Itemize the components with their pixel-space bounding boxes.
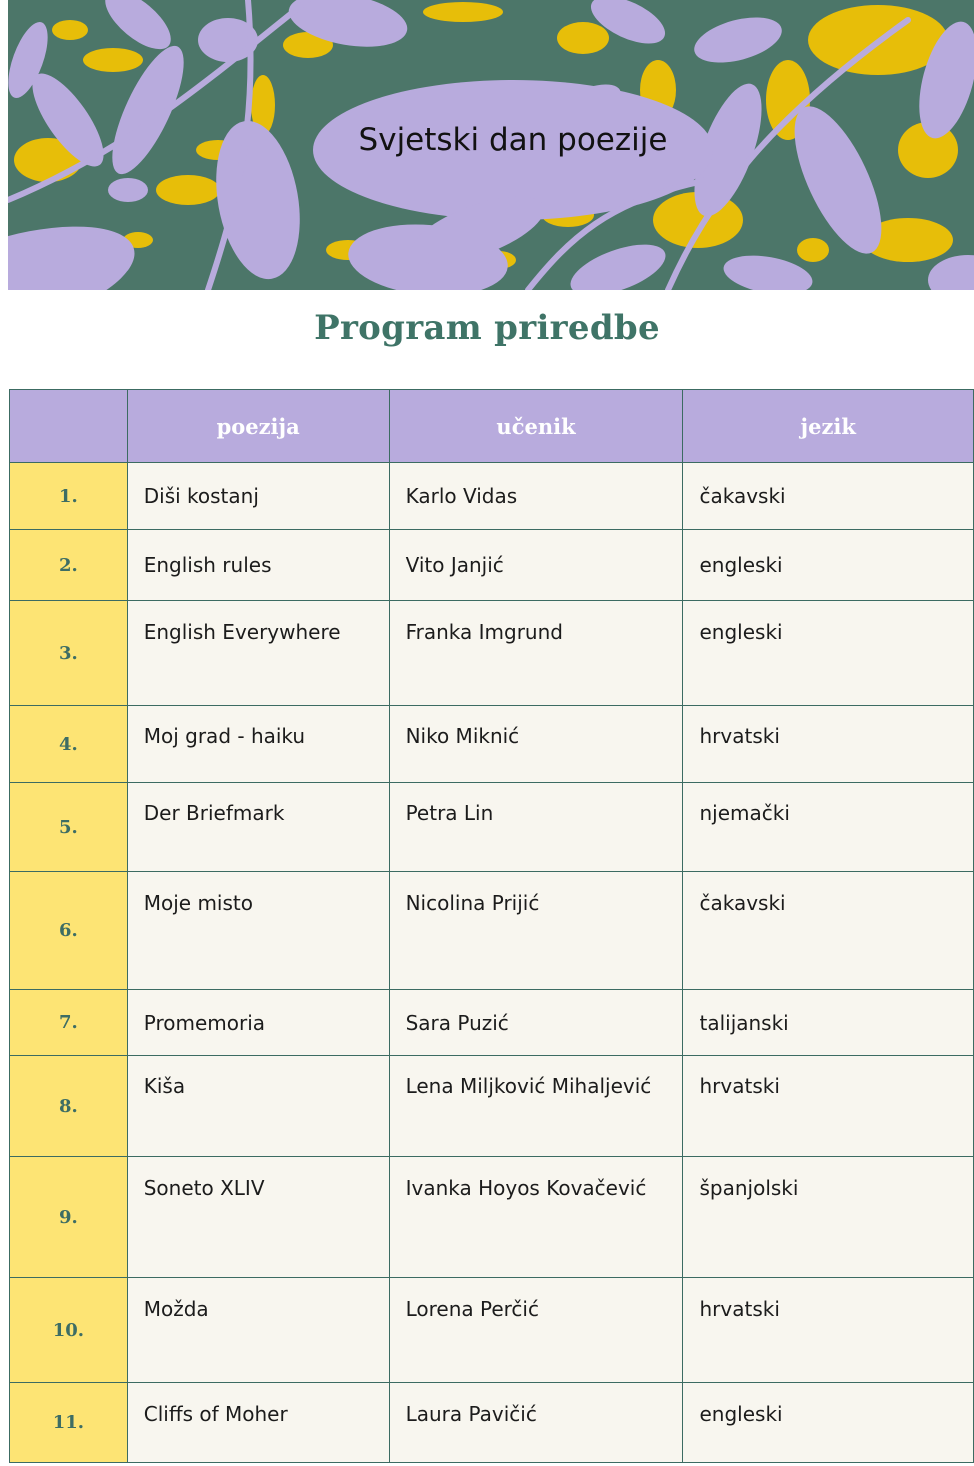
program-table — [9, 389, 974, 1463]
column-header-number — [10, 390, 128, 463]
table-row — [10, 990, 974, 1056]
poem-language: čakavski — [683, 872, 974, 990]
student-name: Laura Pavičić — [389, 1383, 683, 1463]
poem-title: English rules — [127, 530, 389, 601]
table-row — [10, 601, 974, 706]
row-number: 11. — [10, 1383, 128, 1463]
banner-title: Svjetski dan poezije — [358, 122, 668, 158]
poem-title: English Everywhere — [127, 601, 389, 706]
poem-language: hrvatski — [683, 1056, 974, 1157]
column-header-poem: poezija — [127, 390, 389, 463]
student-name: Niko Miknić — [389, 706, 683, 783]
table-row — [10, 530, 974, 601]
poem-title: Soneto XLIV — [127, 1157, 389, 1278]
poem-title: Promemoria — [127, 990, 389, 1056]
page-title: Program priredbe — [314, 308, 660, 348]
table-row — [10, 463, 974, 530]
row-number: 4. — [10, 706, 128, 783]
table-row — [10, 1157, 974, 1278]
poem-title: Možda — [127, 1278, 389, 1383]
poem-language: hrvatski — [683, 706, 974, 783]
column-header-student: učenik — [389, 390, 683, 463]
student-name: Ivanka Hoyos Kovačević — [389, 1157, 683, 1278]
student-name: Petra Lin — [389, 783, 683, 872]
poem-language: talijanski — [683, 990, 974, 1056]
table-row — [10, 1056, 974, 1157]
row-number: 9. — [10, 1157, 128, 1278]
poem-language: hrvatski — [683, 1278, 974, 1383]
row-number: 8. — [10, 1056, 128, 1157]
row-number: 2. — [10, 530, 128, 601]
row-number: 5. — [10, 783, 128, 872]
poem-title: Diši kostanj — [127, 463, 389, 530]
student-name: Nicolina Prijić — [389, 872, 683, 990]
student-name: Vito Janjić — [389, 530, 683, 601]
student-name: Lorena Perčić — [389, 1278, 683, 1383]
poem-language: španjolski — [683, 1157, 974, 1278]
student-name: Lena Miljković Mihaljević — [389, 1056, 683, 1157]
student-name: Franka Imgrund — [389, 601, 683, 706]
row-number: 7. — [10, 990, 128, 1056]
column-header-language: jezik — [683, 390, 974, 463]
table-row — [10, 706, 974, 783]
poem-title: Moje misto — [127, 872, 389, 990]
header-banner — [8, 0, 974, 290]
poem-language: njemački — [683, 783, 974, 872]
poem-language: engleski — [683, 1383, 974, 1463]
poem-title: Der Briefmark — [127, 783, 389, 872]
row-number: 6. — [10, 872, 128, 990]
table-row — [10, 783, 974, 872]
table-row — [10, 872, 974, 990]
student-name: Karlo Vidas — [389, 463, 683, 530]
poem-language: engleski — [683, 601, 974, 706]
poem-title: Kiša — [127, 1056, 389, 1157]
row-number: 1. — [10, 463, 128, 530]
poem-language: engleski — [683, 530, 974, 601]
poem-language: čakavski — [683, 463, 974, 530]
table-row — [10, 1383, 974, 1463]
row-number: 10. — [10, 1278, 128, 1383]
poem-title: Cliffs of Moher — [127, 1383, 389, 1463]
row-number: 3. — [10, 601, 128, 706]
table-row — [10, 1278, 974, 1383]
student-name: Sara Puzić — [389, 990, 683, 1056]
poem-title: Moj grad - haiku — [127, 706, 389, 783]
table-header-row — [10, 390, 974, 463]
